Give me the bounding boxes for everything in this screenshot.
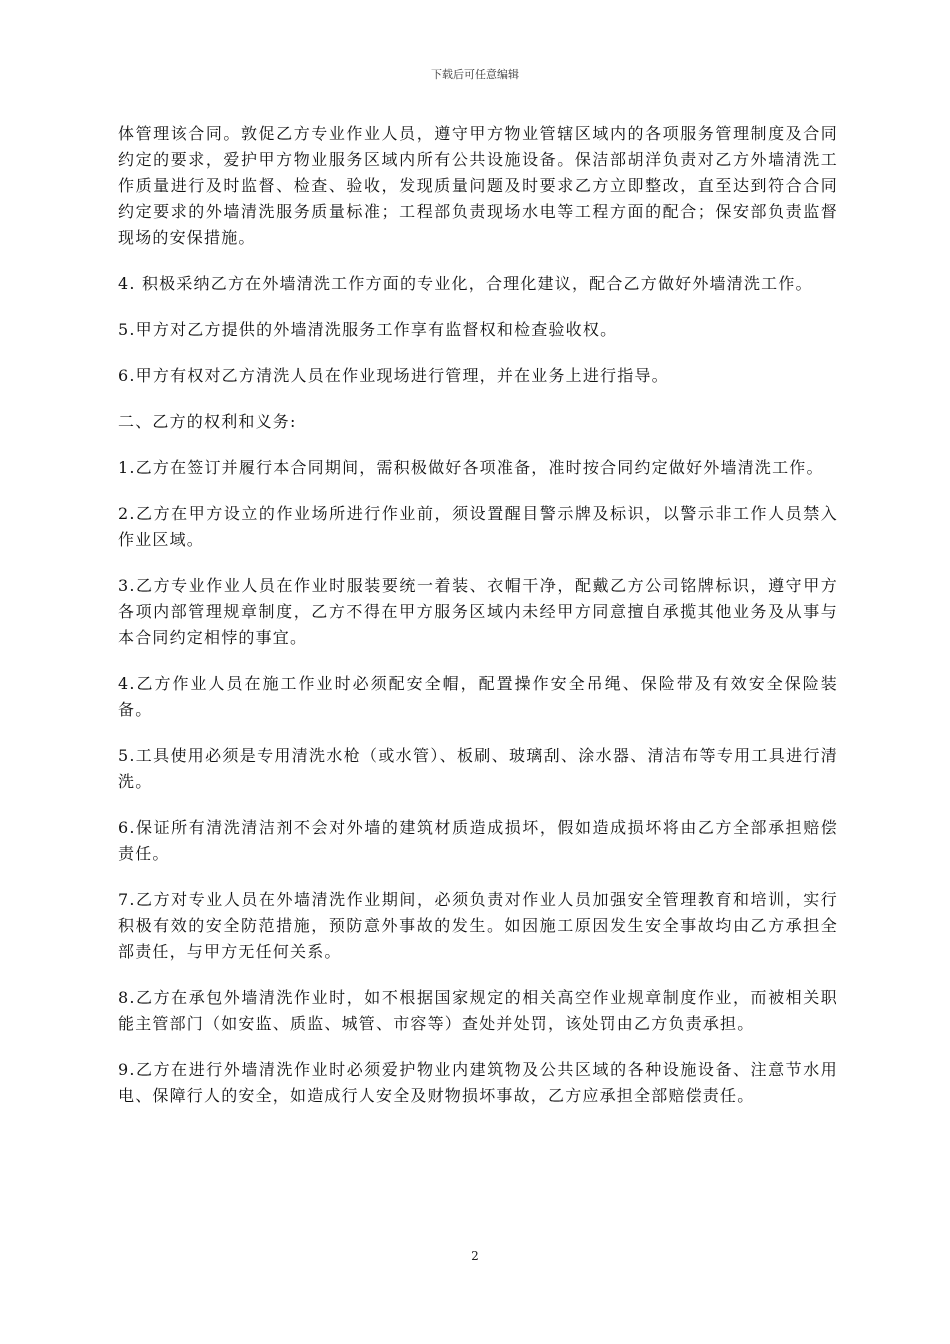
paragraph-item-6-party-b: 6.保证所有清洗清洁剂不会对外墙的建筑材质造成损坏，假如造成损坏将由乙方全部承担赔偿责任。 (118, 818, 838, 863)
paragraph-item-8-party-b: 8.乙方在承包外墙清洗作业时，如不根据国家规定的相关高空作业规章制度作业，而被相关职能主管部门（如安监、质监、城管、市容等）查处并处罚，该处罚由乙方负责承担。 (118, 988, 838, 1033)
paragraph-item-7-party-b: 7.乙方对专业人员在外墙清洗作业期间，必须负责对作业人员加强安全管理教育和培训，实行积极有效的安全防范措施，预防意外事故的发生。如因施工原因发生安全事故均由乙方承担全部责任，与甲方无任何关系。 (118, 890, 838, 961)
paragraph-item-6-party-a: 6.甲方有权对乙方清洗人员在作业现场进行管理，并在业务上进行指导。 (118, 366, 669, 385)
section-heading-party-b: 二、乙方的权利和义务: (118, 412, 297, 431)
paragraph-item-3-party-b: 3.乙方专业作业人员在作业时服装要统一着装、衣帽干净，配戴乙方公司铭牌标识，遵守甲方各项内部管理规章制度，乙方不得在甲方服务区域内未经甲方同意擅自承揽其他业务及从事与本合同约定相悖的事宜。 (118, 576, 838, 647)
page-header: 下载后可任意编辑 (431, 68, 519, 81)
paragraph-item-4-party-b: 4.乙方作业人员在施工作业时必须配安全帽，配置操作安全吊绳、保险带及有效安全保险装备。 (118, 674, 838, 719)
paragraph-item-9-party-b: 9.乙方在进行外墙清洗作业时必须爱护物业内建筑物及公共区域的各种设施设备、注意节水用电、保障行人的安全，如造成行人安全及财物损坏事故，乙方应承担全部赔偿责任。 (118, 1060, 838, 1105)
paragraph-item-5-party-a: 5.甲方对乙方提供的外墙清洗服务工作享有监督权和检查验收权。 (118, 320, 618, 339)
paragraph-item-1-party-b: 1.乙方在签订并履行本合同期间，需积极做好各项准备，准时按合同约定做好外墙清洗工作。 (118, 458, 824, 477)
page-number: 2 (471, 1249, 479, 1263)
paragraph-item-2-party-b: 2.乙方在甲方设立的作业场所进行作业前，须设置醒目警示牌及标识，以警示非工作人员禁入作业区域。 (118, 504, 838, 549)
document-body (118, 121, 838, 1129)
paragraph-continuation: 体管理该合同。敦促乙方专业作业人员，遵守甲方物业管辖区域内的各项服务管理制度及合同约定的要求，爱护甲方物业服务区域内所有公共设施设备。保洁部胡洋负责对乙方外墙清洗工作质量进行及时监督、检查、验收，发现质量问题及时要求乙方立即整改，直至达到符合合同约定要求的外墙清洗服务质量标准；工程部负责现场水电等工程方面的配合；保安部负责监督现场的安保措施。 (118, 124, 838, 247)
paragraph-item-5-party-b: 5.工具使用必须是专用清洗水枪（或水管）、板刷、玻璃刮、涂水器、清洁布等专用工具进行清洗。 (118, 746, 838, 791)
paragraph-item-4-party-a: 4. 积极采纳乙方在外墙清洗工作方面的专业化，合理化建议，配合乙方做好外墙清洗工作。 (118, 274, 813, 293)
